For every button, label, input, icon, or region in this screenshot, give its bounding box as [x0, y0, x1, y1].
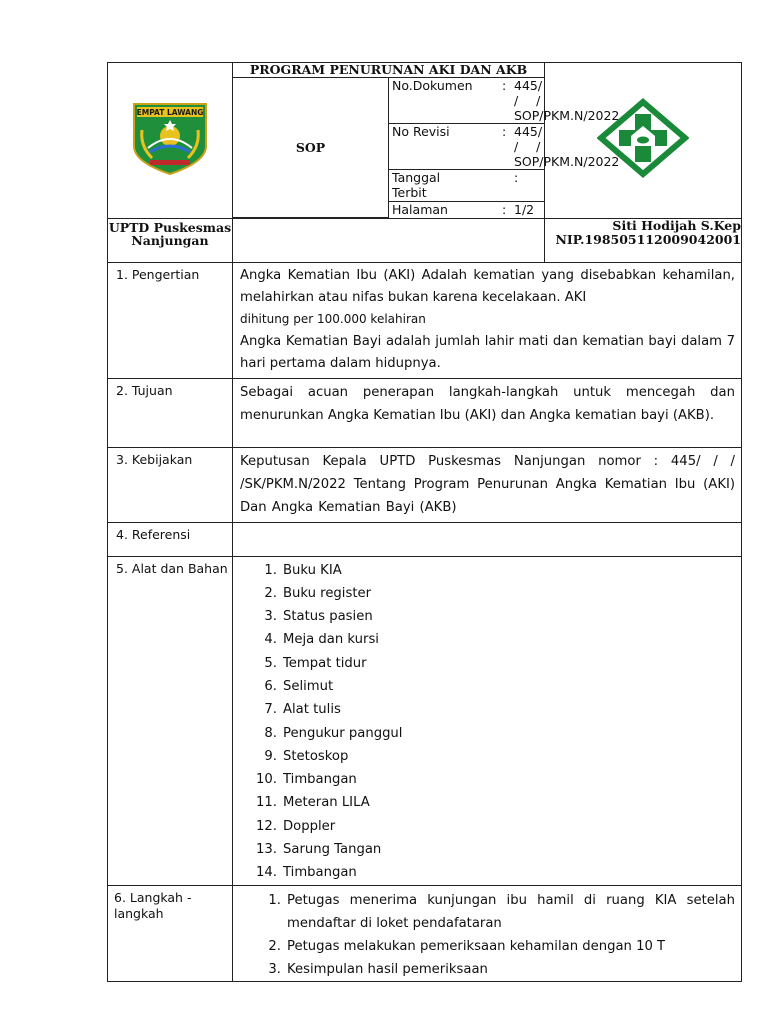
kebijakan-text: Keputusan Kepala UPTD Puskesmas Nanjungan nomor : 445/ / / /SK/PKM.N/2022 Tentang Program Penurunan Angka Kematian Ibu (AKI) Dan Angka Kematian Bayi (AKB)	[233, 447, 742, 522]
alat-item-text: Timbangan	[283, 865, 357, 881]
langkah-item-text: Petugas melakukan pemeriksaan kehamilan dengan 10 T	[287, 938, 666, 954]
referensi-label: 4. Referensi	[108, 522, 233, 556]
sop-label: SOP	[233, 78, 389, 218]
alat-item	[233, 838, 741, 861]
blank-middle	[233, 218, 545, 262]
langkah-item-text: Kesimpulan hasil pemeriksaan	[287, 961, 488, 977]
langkah-item	[233, 958, 741, 981]
no-revisi-label: No Revisi	[392, 124, 450, 139]
signer-name: Siti Hodijah S.Kep	[612, 217, 741, 233]
empat-lawang-emblem-icon	[128, 100, 212, 176]
alat-item	[233, 628, 741, 651]
no-dokumen-label: No.Dokumen	[392, 78, 473, 93]
alat-item	[233, 815, 741, 838]
alat-item	[233, 559, 741, 582]
pengertian-text-1: Angka Kematian Ibu (AKI) Adalah kematian yang disebabkan kehamilan, melahirkan atau nifas bukan karena kecelakaan. AKI	[240, 267, 735, 305]
tujuan-text: Sebagai acuan penerapan langkah-langkah untuk mencegah dan menurunkan Angka Kematian Ibu (AKI) dan Angka kematian bayi (AKB).	[233, 378, 742, 447]
alat-item-text: Stetoskop	[283, 748, 349, 764]
alat-item-text: Alat tulis	[283, 702, 341, 718]
alat-item	[233, 698, 741, 721]
langkah-item	[233, 935, 741, 958]
alat-item	[233, 791, 741, 814]
alat-item-text: Meja dan kursi	[283, 632, 379, 648]
halaman-value: 1/2	[514, 202, 535, 217]
alat-item-number: 9.	[264, 748, 277, 764]
alat-item	[233, 768, 741, 791]
alat-item-number: 3.	[264, 609, 277, 625]
alat-item-number: 10.	[256, 772, 277, 788]
alat-item-text: Status pasien	[283, 609, 373, 625]
langkah-item	[233, 889, 741, 935]
alat-item	[233, 582, 741, 605]
alat-item-number: 11.	[256, 795, 277, 811]
halaman-label: Halaman	[392, 202, 448, 217]
pengertian-content	[233, 262, 742, 378]
alat-item-number: 6.	[264, 678, 277, 694]
alat-item	[233, 861, 741, 884]
tanggal-value	[523, 170, 544, 200]
alat-item	[233, 605, 741, 628]
alat-item	[233, 722, 741, 745]
alat-item-number: 8.	[264, 725, 277, 741]
no-dokumen-value: 445/ / / SOP/PKM.N/2022	[514, 78, 620, 123]
tanggal-label: Tanggal Terbit	[392, 170, 441, 200]
right-logo-cell	[545, 63, 742, 219]
alat-item-number: 4.	[264, 632, 277, 648]
header-center	[233, 62, 620, 219]
langkah-content	[233, 885, 742, 981]
pengertian-text-3: Angka Kematian Bayi adalah jumlah lahir mati dan kematian bayi dalam 7 hari pertama dalam hidupnya.	[240, 333, 735, 371]
kebijakan-label: 3. Kebijakan	[108, 447, 233, 522]
alat-item-text: Buku KIA	[283, 562, 342, 578]
alat-item-text: Meteran LILA	[283, 795, 370, 811]
alat-item-text: Buku register	[283, 585, 372, 601]
alat-list	[233, 559, 741, 885]
sop-table	[107, 62, 742, 982]
halaman-row: Halaman : 1/2	[389, 202, 544, 217]
no-revisi-value: 445/ / / SOP/PKM.N/2022	[514, 124, 620, 169]
left-logo-cell	[108, 63, 233, 219]
alat-item-number: 5.	[264, 655, 277, 671]
emblem-text: EMPAT LAWANG	[136, 108, 204, 118]
langkah-item-number: 3.	[268, 961, 281, 977]
alat-label: 5. Alat dan Bahan	[108, 556, 233, 885]
pengertian-label: 1. Pengertian	[108, 262, 233, 378]
alat-item-text: Tempat tidur	[283, 655, 367, 671]
langkah-item-text: Petugas menerima kunjungan ibu hamil di ruang KIA setelah mendaftar di loket pendafataran	[287, 892, 735, 931]
alat-item-number: 12.	[256, 818, 277, 834]
langkah-item-number: 2.	[268, 938, 281, 954]
signer-nip: NIP.198505112009042001	[555, 231, 741, 247]
langkah-label: 6. Langkah - langkah	[108, 885, 233, 981]
alat-item	[233, 652, 741, 675]
unit-name: UPTD Puskesmas Nanjungan	[108, 218, 233, 262]
alat-item	[233, 745, 741, 768]
referensi-text	[233, 522, 742, 556]
no-revisi-row: No Revisi : 445/ / / SOP/PKM.N/2022	[389, 124, 544, 169]
tujuan-label: 2. Tujuan	[108, 378, 233, 447]
alat-item-number: 14.	[256, 865, 277, 881]
alat-item-number: 13.	[256, 842, 277, 858]
alat-item	[233, 675, 741, 698]
no-dokumen-row: No.Dokumen : 445/ / / SOP/PKM.N/2022	[389, 78, 544, 123]
langkah-item-number: 1.	[268, 892, 281, 908]
signer-block	[545, 218, 742, 262]
alat-item-text: Pengukur panggul	[283, 725, 403, 741]
alat-item-number: 1.	[264, 562, 277, 578]
alat-item-text: Sarung Tangan	[283, 842, 382, 858]
alat-item-text: Selimut	[283, 678, 334, 694]
alat-item-number: 2.	[264, 585, 277, 601]
langkah-list	[233, 889, 741, 981]
alat-item-text: Timbangan	[283, 772, 357, 788]
alat-content	[233, 556, 742, 885]
puskesmas-cross-logo-icon	[597, 98, 689, 178]
program-title: PROGRAM PENURUNAN AKI DAN AKB	[233, 63, 544, 78]
pengertian-text-2: dihitung per 100.000 kelahiran	[240, 311, 426, 326]
tanggal-row: Tanggal Terbit :	[389, 170, 544, 200]
sop-document	[107, 62, 741, 982]
alat-item-number: 7.	[264, 702, 277, 718]
alat-item-text: Doppler	[283, 818, 336, 834]
